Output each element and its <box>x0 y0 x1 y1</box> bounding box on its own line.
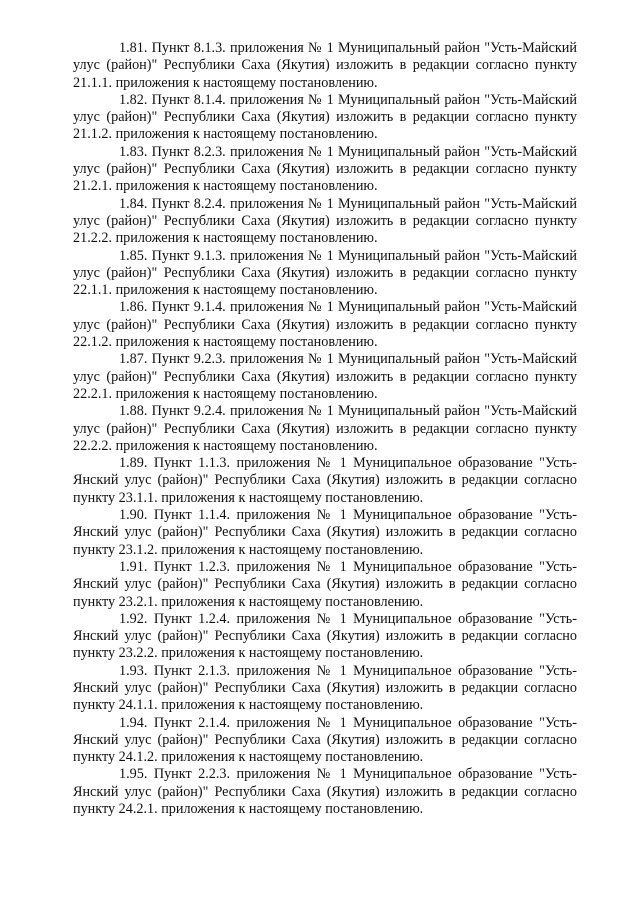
paragraph-1-95: 1.95. Пункт 2.2.3. приложения № 1 Муниципальное образование "Усть-Янский улус (район)" Республики Саха (Якутия) изложить в редакции согласно пункту 24.2.1. приложения к настоящему постановлению. <box>73 766 577 818</box>
paragraph-1-82: 1.82. Пункт 8.1.4. приложения № 1 Муниципальный район "Усть-Майский улус (район)" Республики Саха (Якутия) изложить в редакции согласно пункту 21.1.2. приложения к настоящему постановлению. <box>73 91 577 143</box>
paragraph-1-85: 1.85. Пункт 9.1.3. приложения № 1 Муниципальный район "Усть-Майский улус (район)" Республики Саха (Якутия) изложить в редакции согласно пункту 22.1.1. приложения к настоящему постановлению. <box>73 247 577 299</box>
paragraph-1-83: 1.83. Пункт 8.2.3. приложения № 1 Муниципальный район "Усть-Майский улус (район)" Республики Саха (Якутия) изложить в редакции согласно пункту 21.2.1. приложения к настоящему постановлению. <box>73 143 577 195</box>
paragraph-1-93: 1.93. Пункт 2.1.3. приложения № 1 Муниципальное образование "Усть-Янский улус (район)" Республики Саха (Якутия) изложить в редакции согласно пункту 24.1.1. приложения к настоящему постановлению. <box>73 662 577 714</box>
paragraph-1-89: 1.89. Пункт 1.1.3. приложения № 1 Муниципальное образование "Усть-Янский улус (район)" Республики Саха (Якутия) изложить в редакции согласно пункту 23.1.1. приложения к настоящему постановлению. <box>73 455 577 506</box>
paragraph-1-88: 1.88. Пункт 9.2.4. приложения № 1 Муниципальный район "Усть-Майский улус (район)" Республики Саха (Якутия) изложить в редакции согласно пункту 22.2.2. приложения к настоящему постановлению. <box>73 403 577 454</box>
paragraph-1-90: 1.90. Пункт 1.1.4. приложения № 1 Муниципальное образование "Усть-Янский улус (район)" Республики Саха (Якутия) изложить в редакции согласно пункту 23.1.2. приложения к настоящему постановлению. <box>73 507 577 558</box>
paragraph-1-94: 1.94. Пункт 2.1.4. приложения № 1 Муниципальное образование "Усть-Янский улус (район)" Республики Саха (Якутия) изложить в редакции согласно пункту 24.1.2. приложения к настоящему постановлению. <box>73 714 577 766</box>
document-body <box>73 40 577 818</box>
paragraph-1-81: 1.81. Пункт 8.1.3. приложения № 1 Муниципальный район "Усть-Майский улус (район)" Республики Саха (Якутия) изложить в редакции согласно пункту 21.1.1. приложения к настоящему постановлению. <box>73 40 577 91</box>
paragraph-1-91: 1.91. Пункт 1.2.3. приложения № 1 Муниципальное образование "Усть-Янский улус (район)" Республики Саха (Якутия) изложить в редакции согласно пункту 23.2.1. приложения к настоящему постановлению. <box>73 558 577 610</box>
paragraph-1-84: 1.84. Пункт 8.2.4. приложения № 1 Муниципальный район "Усть-Майский улус (район)" Республики Саха (Якутия) изложить в редакции согласно пункту 21.2.2. приложения к настоящему постановлению. <box>73 195 577 247</box>
paragraph-1-87: 1.87. Пункт 9.2.3. приложения № 1 Муниципальный район "Усть-Майский улус (район)" Республики Саха (Якутия) изложить в редакции согласно пункту 22.2.1. приложения к настоящему постановлению. <box>73 351 577 402</box>
paragraph-1-86: 1.86. Пункт 9.1.4. приложения № 1 Муниципальный район "Усть-Майский улус (район)" Республики Саха (Якутия) изложить в редакции согласно пункту 22.1.2. приложения к настоящему постановлению. <box>73 299 577 351</box>
paragraph-1-92: 1.92. Пункт 1.2.4. приложения № 1 Муниципальное образование "Усть-Янский улус (район)" Республики Саха (Якутия) изложить в редакции согласно пункту 23.2.2. приложения к настоящему постановлению. <box>73 610 577 662</box>
